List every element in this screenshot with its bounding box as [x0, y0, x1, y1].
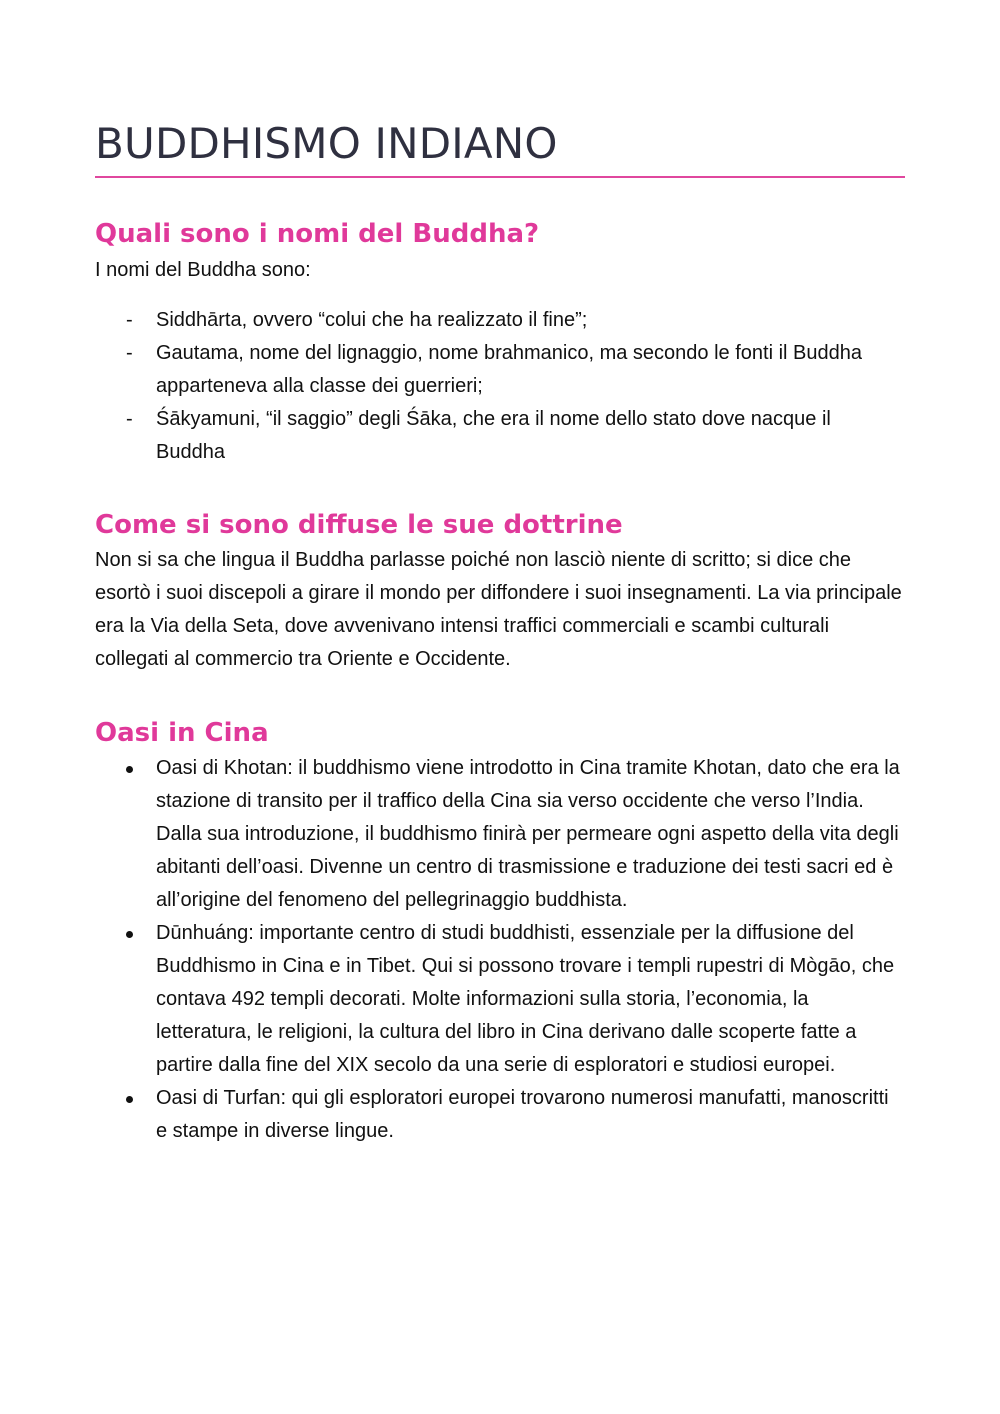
document-title: BUDDHISMO INDIANO [95, 119, 558, 168]
list-item [95, 917, 905, 1082]
list-item-text: Dūnhuáng: importante centro di studi buddhisti, essenziale per la diffusione del Buddhismo in Cina e in Tibet. Qui si possono trovare i templi rupestri di Mògāo, che contava 492 templi decorati. Molte informazioni sulla storia, l’economia, la letteratura, le religioni, la cultura del libro in Cina derivano dalle scoperte fatte a partire dalla fine del XIX secolo da una serie di esploratori e studiosi europei. [156, 922, 895, 1076]
list-item [95, 304, 905, 337]
section-heading: Oasi in Cina [95, 718, 269, 748]
bullet-marker [126, 931, 133, 938]
list-item-text: Gautama, nome del lignaggio, nome brahmanico, ma secondo le fonti il Buddha apparteneva alla classe dei guerrieri; [156, 342, 862, 397]
dash-marker: - [126, 342, 133, 364]
section-paragraph: Non si sa che lingua il Buddha parlasse poiché non lasciò niente di scritto; si dice che esortò i suoi discepoli a girare il mondo per diffondere i suoi insegnamenti. La via principale era la Via della Seta, dove avvenivano intensi traffici commerciali e scambi culturali collegati al commercio tra Oriente e Occidente. [95, 549, 902, 670]
list-item-text: Siddhārta, ovvero “colui che ha realizzato il fine”; [156, 309, 588, 331]
list-item [95, 403, 905, 469]
list-item [95, 752, 905, 917]
names-list [95, 304, 905, 469]
bullet-marker [126, 766, 133, 773]
title-underline [95, 176, 905, 178]
section-intro: I nomi del Buddha sono: [95, 259, 311, 281]
bullet-marker [126, 1096, 133, 1103]
section-buddha-names [95, 218, 905, 469]
section-heading: Quali sono i nomi del Buddha? [95, 219, 540, 249]
list-item-text: Śākyamuni, “il saggio” degli Śāka, che era il nome dello stato dove nacque il Buddha [156, 408, 831, 463]
dash-marker: - [126, 408, 133, 430]
list-item [95, 337, 905, 403]
list-item-text: Oasi di Khotan: il buddhismo viene introdotto in Cina tramite Khotan, dato che era la stazione di transito per il traffico della Cina sia verso occidente che verso l’India. Dalla sua introduzione, il buddhismo finirà per permeare ogni aspetto della vita degli abitanti dell’oasi. Divenne un centro di trasmissione e traduzione dei testi sacri ed è all’origine del fenomeno del pellegrinaggio buddhista. [156, 757, 900, 911]
section-doctrine-spread [95, 509, 905, 676]
list-item-text: Oasi di Turfan: qui gli esploratori europei trovarono numerosi manufatti, manoscritti e stampe in diverse lingue. [156, 1087, 889, 1142]
section-china-oases [95, 717, 905, 1148]
list-item [95, 1082, 905, 1148]
section-heading: Come si sono diffuse le sue dottrine [95, 510, 623, 540]
dash-marker: - [126, 309, 133, 331]
oases-list [95, 752, 905, 1148]
